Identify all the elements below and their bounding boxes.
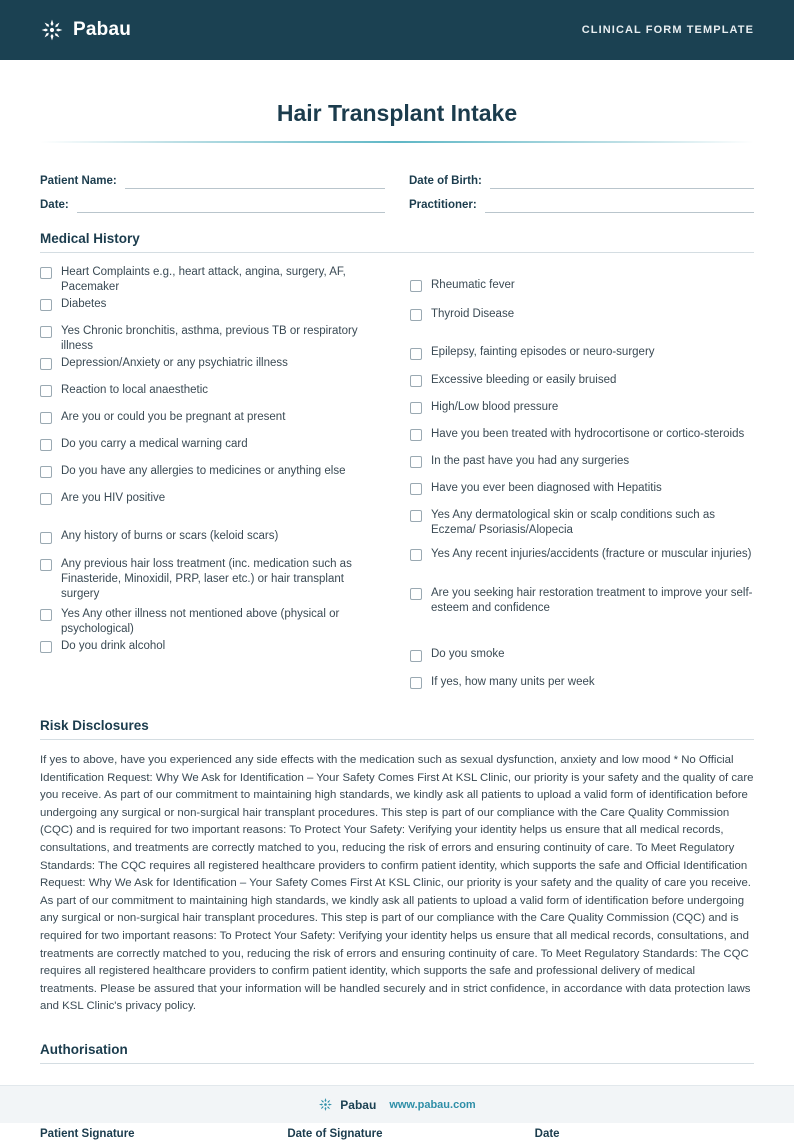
checkbox-icon[interactable] xyxy=(40,641,52,653)
list-item-label: Yes Any dermatological skin or scalp conditions such as Eczema/ Psoriasis/Alopecia xyxy=(431,509,716,536)
field-label: Date: xyxy=(40,199,69,211)
brand-name: Pabau xyxy=(73,19,132,40)
list-item[interactable] xyxy=(410,425,754,452)
list-item[interactable] xyxy=(40,462,384,489)
list-item[interactable] xyxy=(410,452,754,479)
checkbox-icon[interactable] xyxy=(410,348,422,360)
list-item[interactable] xyxy=(410,479,754,506)
checkbox-icon[interactable] xyxy=(410,456,422,468)
list-item-label: Epilepsy, fainting episodes or neuro-surgery xyxy=(431,346,655,358)
checkbox-icon[interactable] xyxy=(40,493,52,505)
medical-history-checklist xyxy=(40,263,754,700)
list-item-label: Do you smoke xyxy=(431,648,505,660)
list-item-label: Any history of burns or scars (keloid scars) xyxy=(61,530,279,542)
checkbox-icon[interactable] xyxy=(410,483,422,495)
list-item[interactable] xyxy=(40,605,384,637)
section-divider xyxy=(40,1063,754,1064)
checkbox-icon[interactable] xyxy=(40,326,52,338)
list-item-label: Are you seeking hair restoration treatment to improve your self-esteem and confidence xyxy=(431,587,753,614)
checkbox-icon[interactable] xyxy=(40,358,52,370)
field-date xyxy=(40,189,385,213)
field-label: Patient Name: xyxy=(40,175,117,187)
practitioner-input[interactable] xyxy=(485,199,754,213)
checkbox-icon[interactable] xyxy=(40,412,52,424)
checkbox-icon[interactable] xyxy=(40,559,52,571)
list-item-label: Yes Any recent injuries/accidents (fracture or muscular injuries) xyxy=(431,548,752,560)
date-of-birth-input[interactable] xyxy=(490,175,754,189)
checkbox-icon[interactable] xyxy=(410,650,422,662)
list-item[interactable] xyxy=(40,435,384,462)
list-item-label: Have you ever been diagnosed with Hepatitis xyxy=(431,482,662,494)
list-item[interactable] xyxy=(410,634,754,673)
checkbox-icon[interactable] xyxy=(410,549,422,561)
signature-label: Date xyxy=(534,1127,560,1140)
patient-name-input[interactable] xyxy=(125,175,385,189)
list-item-label: Are you or could you be pregnant at present xyxy=(61,411,286,423)
list-item[interactable] xyxy=(410,398,754,425)
list-item-label: Excessive bleeding or easily bruised xyxy=(431,374,617,386)
field-date-of-birth xyxy=(409,165,754,189)
checkbox-icon[interactable] xyxy=(410,402,422,414)
list-item[interactable] xyxy=(410,263,754,305)
list-item[interactable] xyxy=(410,673,754,700)
list-item[interactable] xyxy=(410,371,754,398)
list-item[interactable] xyxy=(40,263,384,295)
list-item-label: Have you been treated with hydrocortisone or cortico-steroids xyxy=(431,428,745,440)
checkbox-icon[interactable] xyxy=(410,677,422,689)
list-item-label: Heart Complaints e.g., heart attack, angina, surgery, AF, Pacemaker xyxy=(61,266,346,293)
list-item-label: Any previous hair loss treatment (inc. medication such as Finasteride, Minoxidil, PRP, laser etc.) or hair transplant surgery xyxy=(61,558,352,600)
list-item[interactable] xyxy=(40,322,384,354)
page-body xyxy=(0,100,794,1140)
list-item-label: If yes, how many units per week xyxy=(431,676,595,688)
list-item-label: Rheumatic fever xyxy=(431,278,515,291)
section-divider xyxy=(40,739,754,740)
list-item[interactable] xyxy=(40,555,384,605)
list-item[interactable] xyxy=(410,545,754,584)
field-label: Date of Birth: xyxy=(409,175,482,187)
brand xyxy=(40,18,131,42)
page-header xyxy=(0,0,794,60)
checkbox-icon[interactable] xyxy=(40,439,52,451)
field-patient-name xyxy=(40,165,385,189)
list-item[interactable] xyxy=(40,381,384,408)
section-title-medical-history: Medical History xyxy=(40,231,140,246)
list-item-label: Yes Any other illness not mentioned above (physical or psychological) xyxy=(61,608,340,635)
list-item-label: Diabetes xyxy=(61,298,107,310)
list-item[interactable] xyxy=(40,354,384,381)
list-item[interactable] xyxy=(410,506,754,545)
checkbox-icon[interactable] xyxy=(410,588,422,600)
checkbox-icon[interactable] xyxy=(40,466,52,478)
section-title-risk-disclosures: Risk Disclosures xyxy=(40,718,149,733)
list-item[interactable] xyxy=(40,408,384,435)
list-item-label: Thyroid Disease xyxy=(431,308,515,320)
list-item-label: High/Low blood pressure xyxy=(431,401,559,413)
list-item[interactable] xyxy=(40,489,384,516)
checklist-column-left xyxy=(40,263,384,700)
footer-brand-name: Pabau xyxy=(340,1097,377,1112)
signature-label: Date of Signature xyxy=(287,1127,383,1140)
list-item[interactable] xyxy=(40,295,384,322)
pabau-logo-icon xyxy=(40,18,64,42)
checkbox-icon[interactable] xyxy=(410,309,422,321)
checkbox-icon[interactable] xyxy=(40,385,52,397)
checkbox-icon[interactable] xyxy=(40,267,52,279)
header-template-label: CLINICAL FORM TEMPLATE xyxy=(581,24,754,36)
checkbox-icon[interactable] xyxy=(40,532,52,544)
meta-fields xyxy=(40,165,754,213)
list-item[interactable] xyxy=(410,305,754,332)
list-item-label: Depression/Anxiety or any psychiatric illness xyxy=(61,357,288,369)
section-title-authorisation: Authorisation xyxy=(40,1041,128,1057)
list-item[interactable] xyxy=(410,584,754,634)
checkbox-icon[interactable] xyxy=(410,375,422,387)
page-title: Hair Transplant Intake xyxy=(276,100,518,126)
list-item[interactable] xyxy=(410,332,754,371)
list-item-label: Are you HIV positive xyxy=(61,492,166,504)
checkbox-icon[interactable] xyxy=(40,299,52,311)
pabau-logo-icon xyxy=(318,1097,333,1112)
checkbox-icon[interactable] xyxy=(40,609,52,621)
list-item-label: Yes Chronic bronchitis, asthma, previous TB or respiratory illness xyxy=(61,325,358,352)
checklist-column-right xyxy=(410,263,754,700)
section-divider xyxy=(40,252,754,253)
checkbox-icon[interactable] xyxy=(410,429,422,441)
checkbox-icon[interactable] xyxy=(410,510,422,522)
footer-url-link[interactable]: www.pabau.com xyxy=(389,1098,476,1111)
list-item[interactable] xyxy=(40,637,384,664)
title-divider xyxy=(40,141,754,143)
list-item-label: Do you drink alcohol xyxy=(61,640,166,652)
risk-disclosures-text: If yes to above, have you experienced any side effects with the medication such as sexual dysfunction, anxiety and low mood * No Official Identification Request: Why We Ask for Identification – Your Safety Comes First At KSL Clinic, our priority is your safety and the quality of care you receive. As part of our commitment to maintaining high standards, we kindly ask all patients to upload a valid form of identification before undergoing any surgical or non-surgical hair transplant procedures. This step is part of our compliance with the Care Quality Commission (CQC) and is required for two important reasons: To Protect Your Safety: Verifying your identity helps us ensure that all medical records, consultations, and treatments are correctly matched to you, reducing the risk of errors and ensuring continuity of care. To Meet Regulatory Standards: The CQC requires all registered healthcare providers to confirm patient identity, which supports the safe and Official Identification Request: Why We Ask for Identification – Your Safety Comes First At KSL Clinic, our priority is your safety and the quality of care you receive. As part of our commitment to maintaining high standards, we kindly ask all patients to upload a valid form of identification before undergoing any surgical or non-surgical hair transplant procedures. This step is part of our compliance with the Care Quality Commission (CQC) and is required for two important reasons: To Protect Your Safety: Verifying your identity helps us ensure that all medical records, consultations, and treatments are correctly matched to you, reducing the risk of errors and ensuring continuity of care. To Meet Regulatory Standards: The CQC requires all registered healthcare providers to confirm patient identity, which supports the safe and professional delivery of medical treatments. Please be assured that your information will be handled securely and in strict confidence, in accordance with data protection laws and KSL Clinic's privacy policy. xyxy=(40,754,754,1013)
checkbox-icon[interactable] xyxy=(410,280,422,292)
list-item-label: Do you have any allergies to medicines or anything else xyxy=(61,465,346,477)
field-practitioner xyxy=(409,189,754,213)
list-item-label: In the past have you had any surgeries xyxy=(431,455,630,467)
list-item-label: Do you carry a medical warning card xyxy=(61,438,248,450)
list-item[interactable] xyxy=(40,516,384,555)
date-input[interactable] xyxy=(77,199,385,213)
page-footer xyxy=(0,1085,794,1123)
signature-label: Patient Signature xyxy=(40,1127,135,1140)
list-item-label: Reaction to local anaesthetic xyxy=(61,384,209,396)
field-label: Practitioner: xyxy=(409,199,477,211)
